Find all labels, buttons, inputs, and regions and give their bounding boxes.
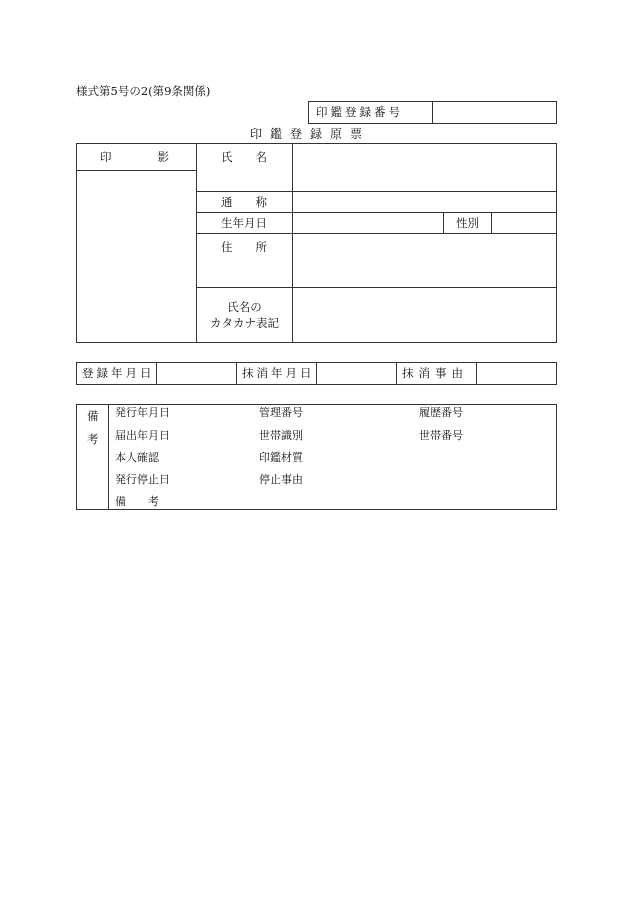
household-id-label: 世帯識別 [259,429,303,442]
dates-divider-4 [396,362,397,385]
birthdate-label: 生年月日 [221,216,267,230]
sex-label: 性別 [456,216,479,230]
remarks-side-label-2: 考 [87,432,99,446]
household-number-label: 世帯番号 [419,429,463,442]
seal-label: 印 影 [100,150,169,164]
notification-date-label: 届出年月日 [115,429,170,442]
katakana-field[interactable] [293,288,556,342]
katakana-label-line1: 氏名の [227,300,262,314]
remarks-side-label-1: 備 [87,409,99,423]
katakana-label-line2: カタカナ表記 [210,316,279,330]
cancel-reason-field[interactable] [477,363,556,384]
identity-check-label: 本人確認 [115,451,159,464]
birthdate-field[interactable] [293,213,442,232]
history-number-label: 履歴番号 [419,406,463,419]
remarks-divider [108,404,109,510]
address-field[interactable] [293,234,556,286]
name-field[interactable] [293,144,556,190]
sex-field[interactable] [492,213,556,232]
form-number: 様式第5号の2(第9条関係) [76,84,211,98]
management-number-label: 管理番号 [259,406,303,419]
issue-date-label: 発行年月日 [115,406,170,419]
cancel-reason-label: 抹消事由 [402,366,468,380]
seal-impression-area[interactable] [77,171,195,342]
registration-number-label: 印鑑登録番号 [316,105,403,119]
page-title: 印鑑登録原票 [250,127,371,141]
address-label: 住 所 [221,240,267,254]
suspension-reason-label: 停止事由 [259,473,303,486]
cancelled-date-label: 抹消年月日 [242,366,315,380]
alias-field[interactable] [293,192,556,211]
seal-material-label: 印鑑材質 [259,451,303,464]
suspension-date-label: 発行停止日 [115,473,170,486]
registered-date-label: 登録年月日 [82,366,155,380]
registered-date-field[interactable] [157,363,235,384]
alias-label: 通 称 [221,195,267,209]
remarks-label: 備 考 [115,495,159,508]
registration-number-divider [432,101,433,124]
sex-divider-left [443,212,444,233]
cancelled-date-field[interactable] [317,363,395,384]
name-label: 氏 名 [221,150,267,164]
dates-divider-2 [236,362,237,385]
